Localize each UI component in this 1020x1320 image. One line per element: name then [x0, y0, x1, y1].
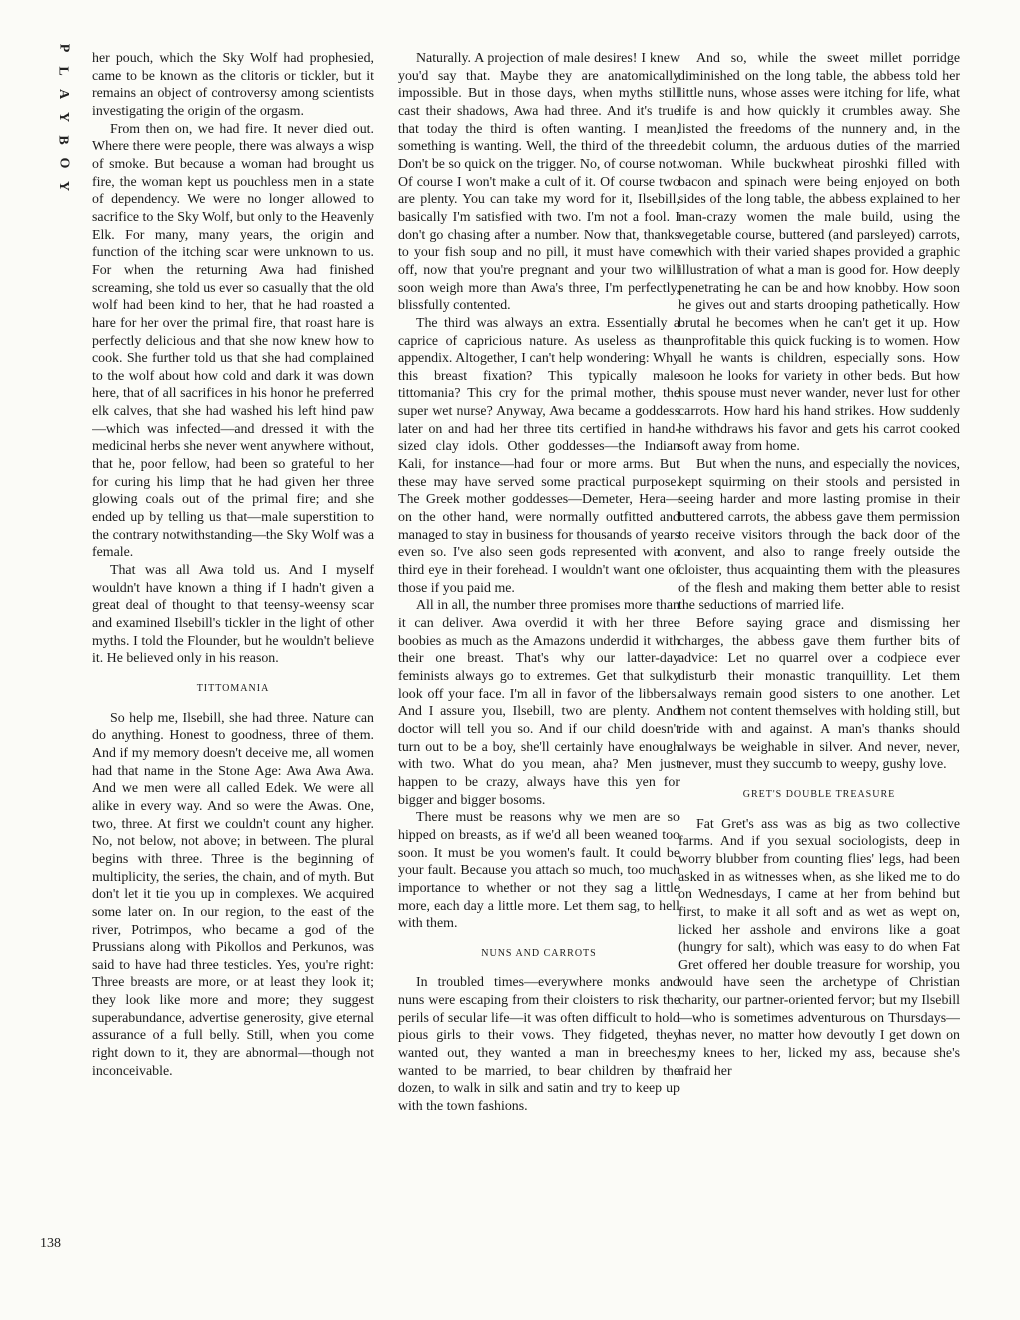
section-heading: NUNS AND CARROTS [481, 947, 597, 959]
paragraph: Fat Gret's ass was as big as two collective farms. And if you sexual sociologists, deep in worry blubber from counting flies' legs, had been asked in as witnesses when, as she liked me to do on Wednesdays, I came at her from behind but first, to make it all soft and as wet as wept on, licked her asshole and environs like a goat (hungry for salt), which was easy to do when Fat Gret offered her double treasure for worship, you would have seen the archetype of Christian charity, our partner-oriented fervor; but my Ilsebill—who is sometimes adventurous on Thursdays—has never, no matter how devoutly I get down on my knees to her, licked my ass, because she's afraid her [678, 816, 960, 1079]
paragraph: All in all, the number three promises more than it can deliver. Awa overdid it with her three boobies as much as the Amazons underdid it with their one breast. That's why our latter-day feminists always go to extremes. Get that sulky look off your face. I'm all in favor of the libbers. And I assure you, Ilsebill, two are plenty. And doctor will tell you so. And if our child doesn't turn out to be a boy, she'll certainly have enough with two. What do you mean, aha? Men just happen to be crazy, always have this yen for bigger and bigger bosoms. [398, 598, 680, 808]
paragraph: Before saying grace and dismissing her charges, the abbess gave them further bits of advice: Let no quarrel over a codpiece ever disturb their monastic tranquillity. Let them always remain good sisters to one another. Let them not content themselves with holding still, but ride with and against. A man's thanks should always be weighable in silver. And never, never, never, must they succumb to weepy, gushy love. [678, 616, 960, 773]
paragraph: her pouch, which the Sky Wolf had prophesied, came to be known as the clitoris or tickler, but it remains an object of controversy among scientists investigating the origin of the orgasm. [92, 51, 374, 119]
paragraph: So help me, Ilsebill, she had three. Nature can do anything. Honest to goodness, three of them. And if my memory doesn't deceive me, all women had that name in the Stone Age: Awa Awa Awa. And we men were all called Edek. We were all alike in every way. And so were the Awas. One, two, three. At first we couldn't count any higher. No, not below, not above; in between. The plural begins with three. Three is the beginning of multiplicity, the series, the chain, and of myth. But don't let it tie you up in complexes. We acquired some later on. In our region, to the east of the river, Potrimpos, who became a god of the Prussians along with Pikollos and Perkunos, was said to have had three testicles. Yes, you're right: Three breasts are more, or at least they look it; they look like more and more; they suggest superabundance, advertise generosity, give eternal assurance of a full belly. Still, when you come right down to it, they are abnormal—though not inconceivable. [92, 710, 374, 1079]
paragraph: Naturally. A projection of male desires! I knew you'd say that. Maybe they are anatomically impossible. But in those days, when myths still cast their shadows, Awa had three. And it's true that today the third is often wanting. I mean, something is wanting. Well, the third of the three. Don't be so quick on the trigger. No, of course not. Of course I won't make a cult of it. Of course two are plenty. You can take my word for it, Ilsebill, basically I'm satisfied with two. I'm not a fool. I don't go chasing after a number. Now that, thanks to your fish soup and no pill, it must have come off, now that you're pregnant and your two will soon weigh more than Awa's three, I'm perfectly, blissfully contented. [398, 51, 680, 314]
page-number: 138 [40, 1236, 61, 1251]
masthead-letter: L [56, 66, 71, 76]
masthead-letter: O [55, 157, 71, 169]
magazine-masthead [52, 40, 74, 194]
masthead-letter: Y [56, 111, 71, 123]
masthead-letter: A [56, 88, 71, 100]
paragraph: From then on, we had fire. It never died out. Where there were people, there was always a wisp of smoke. But because a woman had brought us fire, the woman kept us pouchless men in a state of dependency. We were no longer allowed to sacrifice to the Sky Wolf, but only to the Heavenly Elk. For many, many years, the origin and function of the itching scar were unknown to us. For when the returning Awa had finished screaming, she told us ever so casually that the old wolf had been kind to her, that he had roasted a hare for her over the primal fire, that roast hare is perfectly delicious and that she now knew how to cook. She further told us that she had complained to the wolf about how cold and dark it was down here, that of all sacrifices in his honor he preferred elk calves, that she had washed his left hind paw—which was infected—and dressed it with the medicinal herbs she never went anywhere without, that he, poor fellow, had been so grateful to her for curing his limp that he had given her three glowing coals out of the primal fire; and she ended up by telling us that—male superstition to the contrary notwithstanding—the Sky Wolf was a female. [92, 121, 374, 561]
text-column-1 [92, 50, 374, 1265]
paragraph: The third was always an extra. Essentially a caprice of capricious nature. As useless as the appendix. Altogether, I can't help wondering: Why this breast fixation? This typically male tittomania? This cry for the primal mother, the super wet nurse? Anyway, Awa became a goddess later on and had her three tits certified in hand-sized clay idols. Other goddesses—the Indian Kali, for instance—had four or more arms. But these may have served some practical purpose. The Greek mother goddesses—Demeter, Hera—on the other hand, were normally outfitted and managed to stay in business for thousands of years even so. I've also seen gods represented with a third eye in their forehead. I wouldn't want one of those if you paid me. [398, 315, 680, 596]
paragraph: That was all Awa told us. And I myself wouldn't have known a thing if I hadn't given a great deal of thought to that teensy-weensy scar and examined Ilsebill's tickler in the light of other myths. I told the Flounder, but he wouldn't believe it. He believed only in his reason. [92, 563, 374, 667]
paragraph: And so, while the sweet millet porridge diminished on the long table, the abbess told her little nuns, whose asses were itching for life, what life is and how quickly it crumbles away. She listed the freedoms of the nunnery and, in the debit column, the arduous duties of the married woman. While buckwheat piroshki filled with bacon and spinach were being enjoyed on both sides of the long table, the abbess explained to her man-crazy women the male build, using the vegetable course, buttered (and parsleyed) carrots, which with their varied shapes provided a graphic illustration of what a man is good for. How deeply penetrating he can be and how knobby. How soon he gives out and starts drooping pathetically. How brutal he becomes when he can't get it up. How unprofitable this quick fucking is to women. How all he wants is children, especially sons. How soon he looks for variety in other beds. But how his spouse must never wander, never lust for other carrots. How hard his hand strikes. How suddenly he withdraws his favor and gets his carrot cooked soft away from home. [678, 51, 960, 455]
paragraph: In troubled times—everywhere monks and nuns were escaping from their cloisters to risk the perils of secular life—it was often difficult to hold pious girls to their vows. They fidgeted, they wanted out, they wanted a man in breeches, wanted to be married, to bear children by the dozen, to walk in silk and satin and try to keep up with the town fashions. [398, 975, 680, 1115]
masthead-letter: P [56, 43, 71, 53]
text-column-2 [398, 50, 680, 1265]
masthead-letter: B [56, 135, 71, 145]
section-heading: TITTOMANIA [196, 682, 270, 694]
text-column-3 [678, 50, 960, 1265]
masthead-letter: Y [56, 180, 71, 192]
section-heading: GRET'S DOUBLE TREASURE [742, 788, 896, 800]
paragraph: But when the nuns, and especially the novices, kept squirming on their stools and persisted in seeing harder and more lasting promise in their buttered carrots, the abbess gave them permission to receive visitors through the back door of the convent, and also to range freely outside the cloister, thus acquainting them with the pleasures of the flesh and making them better able to resist the seductions of married life. [678, 457, 960, 614]
paragraph: There must be reasons why we men are so hipped on breasts, as if we'd all been weaned too soon. It must be you women's fault. It could be your fault. Because you attach so much, too much importance to whether or not they sag a little more, each day a little more. Let them sag, to hell with them. [398, 810, 680, 932]
